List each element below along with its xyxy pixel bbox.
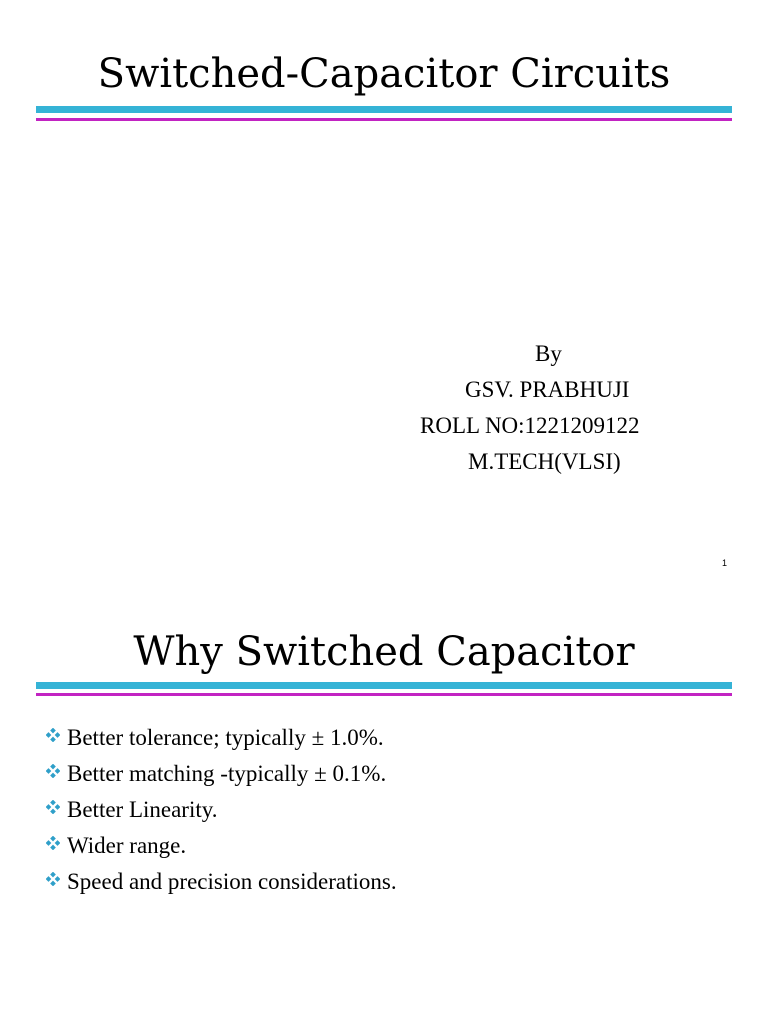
slide-2 bbox=[0, 590, 768, 1024]
author-by: By bbox=[535, 341, 562, 366]
title-rule-cyan bbox=[36, 682, 732, 689]
bullet-list bbox=[46, 720, 397, 900]
title-rule-magenta bbox=[36, 693, 732, 696]
diamond-bullet-icon bbox=[46, 872, 60, 886]
list-item bbox=[46, 828, 397, 864]
author-name: GSV. PRABHUJI bbox=[465, 377, 630, 402]
page-number: 1 bbox=[721, 558, 727, 568]
author-roll: ROLL NO:1221209122 bbox=[420, 413, 640, 438]
list-item bbox=[46, 792, 397, 828]
diamond-bullet-icon bbox=[46, 728, 60, 742]
bullet-text: Wider range. bbox=[67, 833, 187, 858]
diamond-bullet-icon bbox=[46, 836, 60, 850]
list-item bbox=[46, 756, 397, 792]
bullet-text: Speed and precision considerations. bbox=[67, 869, 397, 894]
author-block bbox=[420, 336, 685, 480]
title-rule-cyan bbox=[36, 106, 732, 113]
bullet-text: Better Linearity. bbox=[67, 797, 218, 822]
title-rule-magenta bbox=[36, 118, 732, 121]
bullet-text: Better matching -typically ± 0.1%. bbox=[67, 761, 387, 786]
list-item bbox=[46, 720, 397, 756]
list-item bbox=[46, 864, 397, 900]
bullet-text: Better tolerance; typically ± 1.0%. bbox=[67, 725, 384, 750]
diamond-bullet-icon bbox=[46, 800, 60, 814]
author-course: M.TECH(VLSI) bbox=[468, 449, 621, 474]
slide-2-title: Why Switched Capacitor bbox=[133, 629, 635, 675]
slide-1-title: Switched-Capacitor Circuits bbox=[97, 51, 671, 97]
diamond-bullet-icon bbox=[46, 764, 60, 778]
